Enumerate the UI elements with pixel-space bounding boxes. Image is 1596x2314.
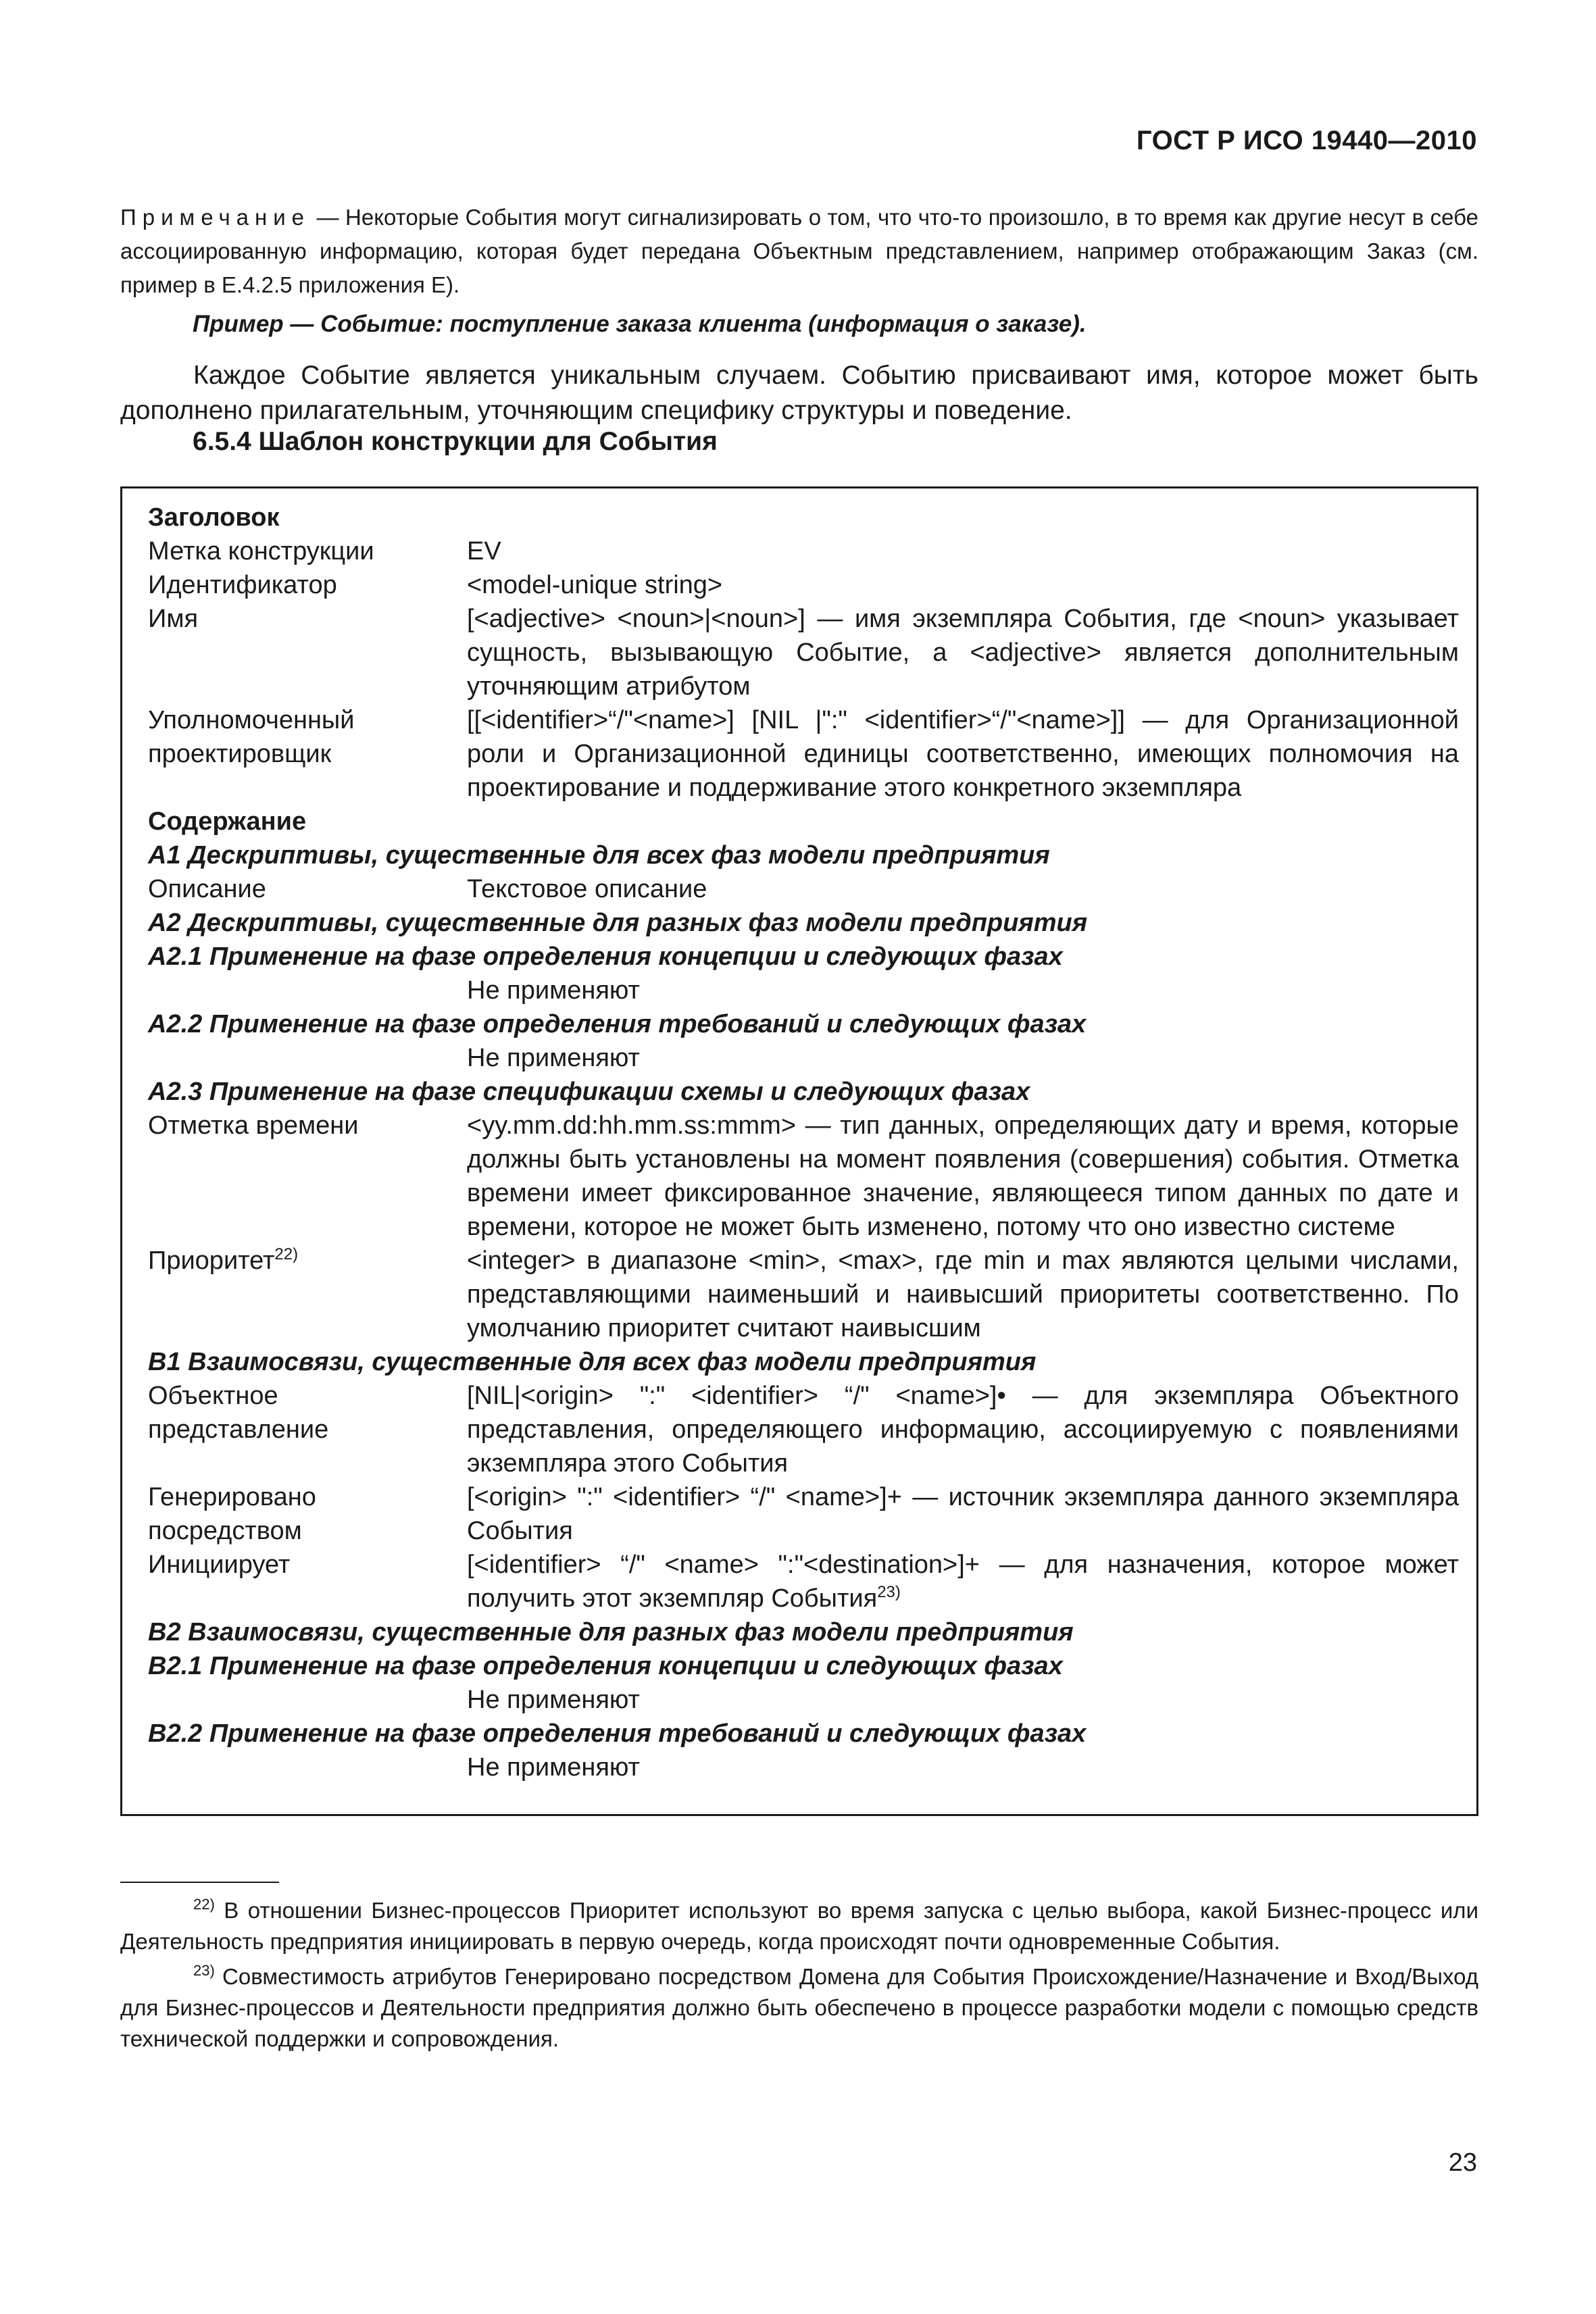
name-row (148, 602, 1459, 703)
timestamp-row (148, 1109, 1459, 1244)
footnote-text: Совместимость атрибутов Генерировано посредством Домена для События Происхождение/Назначение и Вход/Выход для Бизнес-процессов и Деятельности предприятия должно быть обеспечено в процессе разработки модели с помощью средств технической поддержки и сопровождения. (120, 1964, 1478, 2051)
row-label: Имя (148, 605, 199, 633)
priority-row (148, 1244, 1459, 1345)
row-label: Описание (148, 875, 266, 903)
row-value: [<adjective> <noun>|<noun>] — имя экземпляра События, где <noun> указывает сущность, вызывающую Событие, а <adjective> является дополнительным уточняющим атрибутом (467, 605, 1459, 701)
content-label: Содержание (148, 807, 307, 836)
row-label (148, 1480, 467, 1548)
row-value: EV (467, 537, 501, 565)
designer-row (148, 703, 1459, 805)
section-a2: А2 Дескриптивы, существенные для разных фаз модели предприятия (148, 909, 1088, 937)
section-b22: В2.2 Применение на фазе определения требований и следующих фазах (148, 1719, 1087, 1748)
section-a22: А2.2 Применение на фазе определения требований и следующих фазах (148, 1010, 1087, 1038)
description-row (148, 872, 1459, 906)
body-paragraph-text: Каждое Событие является уникальным случаем. Событию присваивают имя, которое может быть дополнено прилагательным, уточняющим специфику структуры и поведение. (120, 361, 1478, 425)
section-a21-value: Не применяют (467, 976, 640, 1005)
row-label-line-1: Генерировано (148, 1483, 316, 1511)
row-label (148, 1379, 467, 1480)
footnote-mark: 22) (193, 1896, 215, 1913)
example-line: Пример — Событие: поступление заказа клиента (информация о заказе). (193, 311, 1087, 337)
row-value: [[<identifier>“/"<name>] [NIL |":" <identifier>“/"<name>]] — для Организационной роли и Организационной единицы соответственно, имеющих полномочия на проектирование и поддерживание этого конкретного экземпляра (467, 706, 1459, 802)
row-label (148, 1244, 467, 1345)
initiates-value: [<identifier> “/" <name> ":"<destination>]+ — для назначения, которое может получить этот экземпляр События (467, 1551, 1459, 1613)
construct-template-box (120, 486, 1478, 1816)
construct-label-row (148, 534, 1459, 568)
generated-by-row (148, 1480, 1459, 1548)
section-b2: В2 Взаимосвязи, существенные для разных фаз модели предприятия (148, 1618, 1074, 1646)
section-a22-value: Не применяют (467, 1044, 640, 1072)
row-label-line-1: Уполномоченный (148, 706, 355, 734)
row-value: [<origin> ":" <identifier> “/" <name>]+ — источник экземпляра данного экземпляра События (467, 1483, 1459, 1545)
row-label-line-2: представление (148, 1415, 329, 1444)
row-label (148, 703, 467, 805)
footnote-ref-22: 22) (274, 1245, 299, 1263)
note-text: — Некоторые События могут сигнализировать о том, что что-то произошло, в то время как другие несут в себе ассоциированную информацию, которая будет передана Объектным представлением, например отображающим Заказ (см. пример в Е.4.2.5 приложения Е). (120, 205, 1478, 297)
heading-label: Заголовок (148, 503, 280, 532)
note-paragraph (120, 201, 1478, 302)
section-b21: В2.1 Применение на фазе определения концепции и следующих фазах (148, 1652, 1063, 1680)
section-a21: А2.1 Применение на фазе определения концепции и следующих фазах (148, 942, 1063, 971)
standard-header: ГОСТ Р ИСО 19440—2010 (1136, 126, 1477, 155)
footnote-22 (120, 1895, 1478, 1957)
initiates-row (148, 1548, 1459, 1615)
row-value: Текстовое описание (467, 875, 707, 903)
section-a23: А2.3 Применение на фазе спецификации схемы и следующих фазах (148, 1078, 1030, 1106)
object-view-row (148, 1379, 1459, 1480)
section-title: 6.5.4 Шаблон конструкции для События (193, 427, 718, 456)
section-b1: В1 Взаимосвязи, существенные для всех фаз модели предприятия (148, 1348, 1037, 1376)
row-label-line-2: проектировщик (148, 740, 332, 768)
priority-label: Приоритет (148, 1247, 275, 1275)
identifier-row (148, 568, 1459, 602)
row-value: <model-unique string> (467, 571, 723, 599)
row-value: [NIL|<origin> ":" <identifier> “/" <name>]• — для экземпляра Объектного представления, определяющего информацию, ассоциируемую с появлениями экземпляра этого События (467, 1382, 1459, 1478)
body-paragraph (120, 358, 1478, 428)
section-b21-value: Не применяют (467, 1686, 640, 1714)
row-label: Идентификатор (148, 571, 337, 599)
footnote-23 (120, 1961, 1478, 2055)
footnote-text: В отношении Бизнес-процессов Приоритет используют во время запуска с целью выбора, какой Бизнес-процесс или Деятельность предприятия инициировать в первую очередь, когда происходят почти одновременные События. (120, 1898, 1478, 1954)
note-lead: Примечание (120, 205, 311, 230)
footnote-divider (120, 1882, 279, 1883)
footnote-ref-23: 23) (877, 1583, 901, 1601)
row-label: Отметка времени (148, 1111, 359, 1140)
row-value: <yy.mm.dd:hh.mm.ss:mmm> — тип данных, определяющих дату и время, которые должны быть установлены на момент появления (совершения) события. Отметка времени имеет фиксированное значение, являющееся типом данных по дате и времени, которое не может быть изменено, потому что оно известно системе (467, 1111, 1459, 1241)
section-b22-value: Не применяют (467, 1753, 640, 1782)
page-number: 23 (1448, 2148, 1477, 2177)
row-label: Инициирует (148, 1551, 291, 1579)
row-label-line-1: Объектное (148, 1382, 278, 1410)
footnotes (120, 1895, 1478, 2059)
section-a1: А1 Дескриптивы, существенные для всех фаз модели предприятия (148, 841, 1050, 870)
footnote-mark: 23) (193, 1962, 215, 1979)
row-label-line-2: посредством (148, 1517, 302, 1545)
row-label: Метка конструкции (148, 537, 374, 565)
row-value: <integer> в диапазоне <min>, <max>, где min и max являются целыми числами, представляющими наименьший и наивысший приоритеты соответственно. По умолчанию приоритет считают наивысшим (467, 1247, 1459, 1342)
row-value (467, 1548, 1459, 1615)
